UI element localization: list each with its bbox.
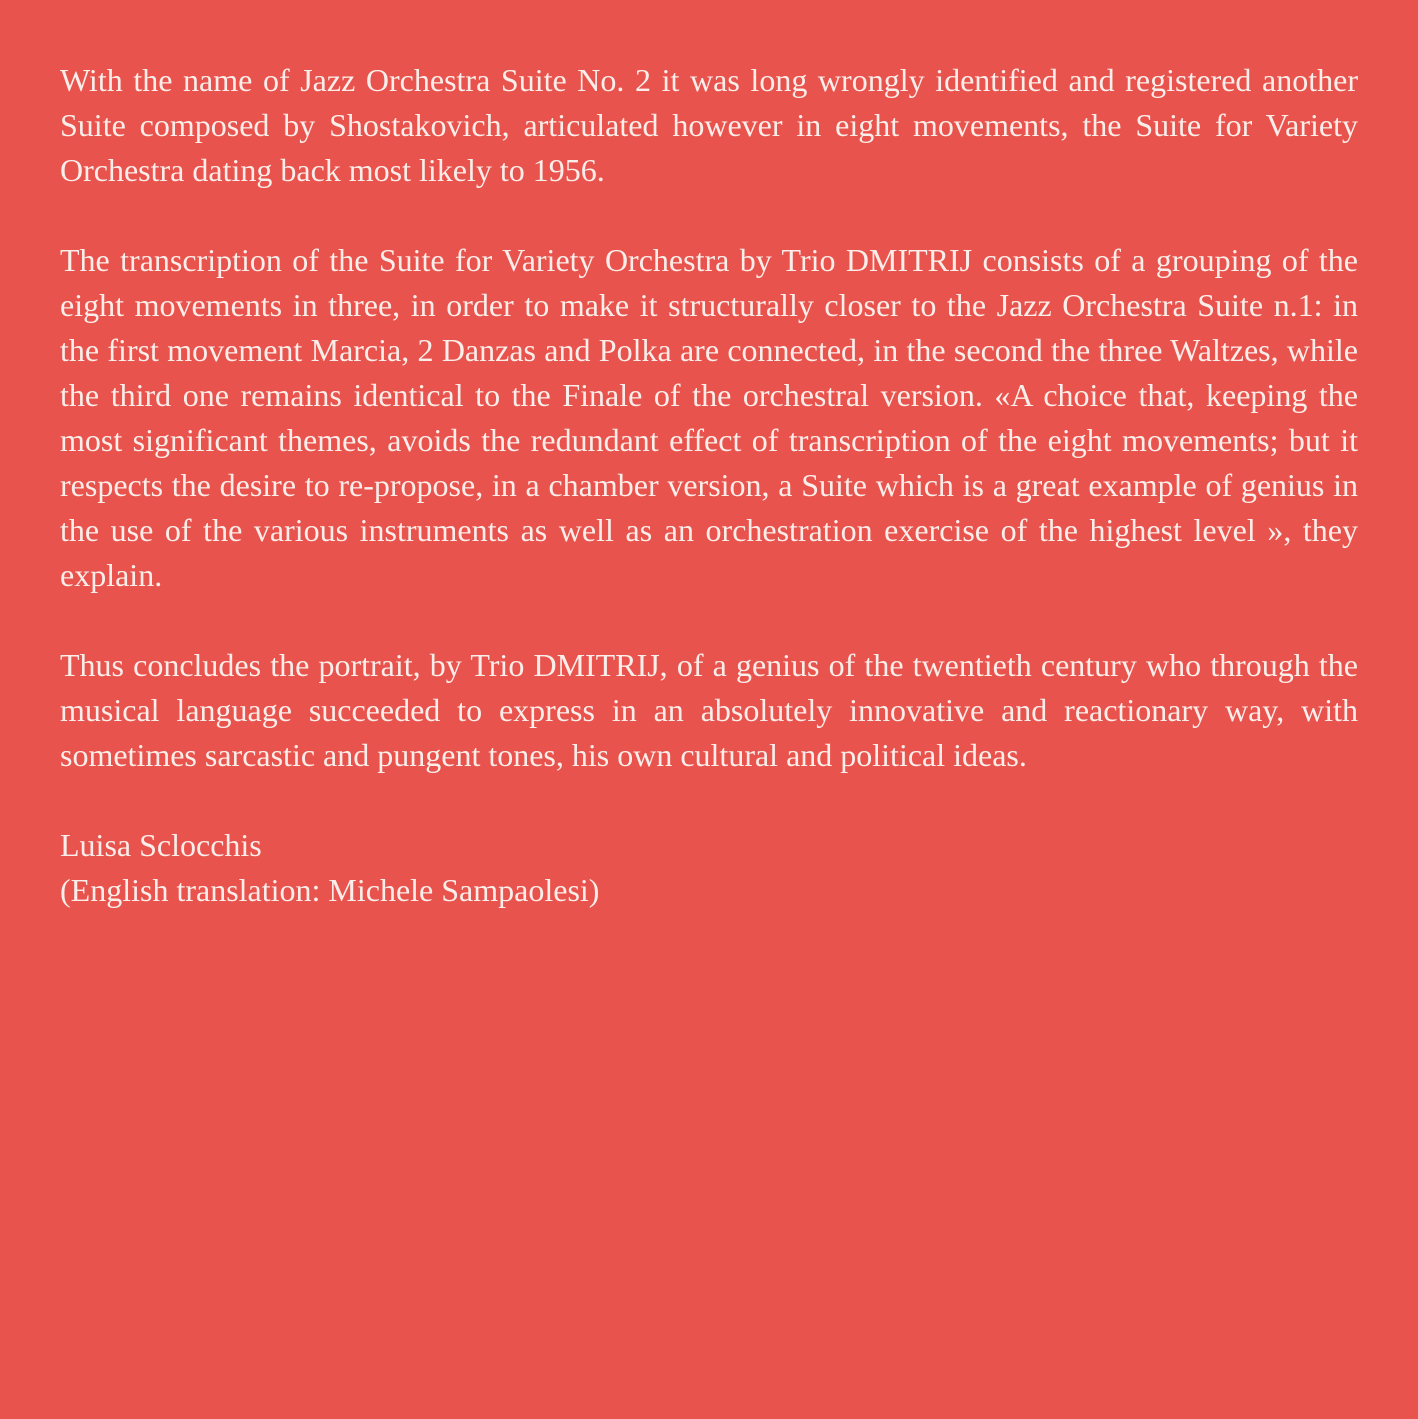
signature-block [60,823,1358,913]
author-name: Luisa Sclocchis [60,827,262,863]
paragraph-suite-identification: With the name of Jazz Orchestra Suite No. 2 it was long wrongly identified and registered another Suite composed by Shostakovich, articulated however in eight movements, the Suite for Variety Orchestra dating back most likely to 1956. [60,62,1358,188]
paragraph-conclusion: Thus concludes the portrait, by Trio DMITRIJ, of a genius of the twentieth century who through the musical language succeeded to express in an absolutely innovative and reactionary way, with sometimes sarcastic and pungent tones, his own cultural and political ideas. [60,647,1358,773]
translator-credit: (English translation: Michele Sampaolesi) [60,872,600,908]
paragraph-transcription-description: The transcription of the Suite for Variety Orchestra by Trio DMITRIJ consists of a grouping of the eight movements in three, in order to make it structurally closer to the Jazz Orchestra Suite n.1: in the first movement Marcia, 2 Danzas and Polka are connected, in the second the three Waltzes, while the third one remains identical to the Finale of the orchestral version. «A choice that, keeping the most significant themes, avoids the redundant effect of transcription of the eight movements; but it respects the desire to re-propose, in a chamber version, a Suite which is a great example of genius in the use of the various instruments as well as an orchestration exercise of the highest level », they explain. [60,242,1358,593]
